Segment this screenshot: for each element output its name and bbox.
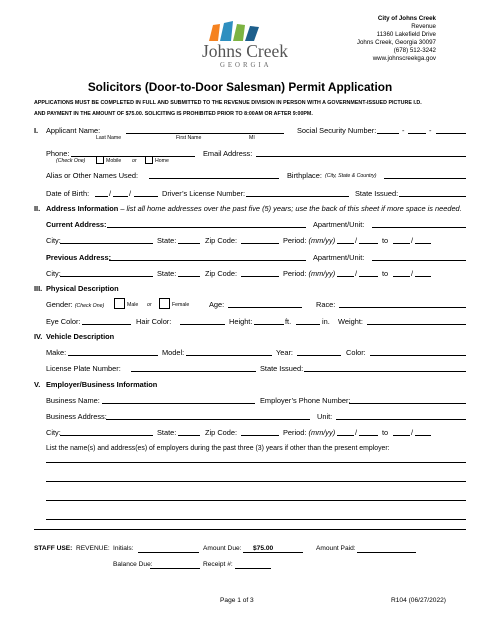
current-zip-label: Zip Code: [205,236,238,245]
weight-label: Weight: [338,317,363,326]
staff-amount-due-value: $75.00 [253,545,274,552]
previous-state-field[interactable] [178,276,200,277]
make-field[interactable] [68,355,158,356]
logo-sub: GEORGIA [220,62,272,69]
previous-apt-label: Apartment/Unit: [313,253,365,262]
dob-year-field[interactable] [134,196,158,197]
staff-amount-due-label: Amount Due: [203,545,242,552]
business-period-format: (mm/yy) [308,428,336,437]
form-title: Solicitors (Door-to-Door Salesman) Permit Application [87,80,393,94]
city-phone: (678) 512-3242 [393,47,436,55]
section-2-heading [46,204,462,213]
email-field[interactable] [256,156,466,157]
section-5-title: Employer/Business Information [46,380,158,389]
business-to-month-field[interactable] [393,435,410,436]
current-to-year-field[interactable] [415,243,431,244]
city-address-block [357,15,436,64]
business-unit-label: Unit: [317,412,333,421]
current-city-label: City: [46,236,61,245]
hair-color-label: Hair Color: [136,317,172,326]
gender-label [46,300,104,309]
city-citystatezip: Johns Creek, Georgia 30097 [356,39,436,47]
staff-balance-due-field[interactable] [150,568,200,569]
current-period-label [283,236,335,245]
race-label: Race: [316,300,336,309]
height-ft-unit: ft. [285,317,292,326]
business-name-label: Business Name: [46,396,100,405]
current-to-label: to [382,236,389,245]
male-checkbox[interactable] [114,298,125,309]
make-label: Make: [46,348,67,357]
business-zip-field[interactable] [241,435,279,436]
business-period-label [283,428,335,437]
ssn-dash-2: - [429,126,432,135]
gender-check-one: (Check One) [74,303,105,309]
employer-history-line-4[interactable] [46,519,466,520]
weight-field[interactable] [367,324,466,325]
business-city-label: City: [46,428,61,437]
model-field[interactable] [186,355,272,356]
year-label: Year: [276,348,293,357]
staff-receipt-field[interactable] [235,568,271,569]
license-state-label: State Issued: [355,189,399,198]
previous-to-label: to [382,269,389,278]
staff-amount-paid-label: Amount Paid: [316,545,356,552]
previous-address-label: Previous Address: [46,253,112,262]
previous-city-label: City: [46,269,61,278]
eye-color-label: Eye Color: [46,317,81,326]
applicant-name-label: Applicant Name: [46,126,101,135]
female-checkbox[interactable] [159,298,170,309]
employer-history-line-1[interactable] [46,462,466,463]
phone-or: or [132,158,137,164]
dob-label: Date of Birth: [46,189,90,198]
employer-list-instruction: List the name(s) and address(es) of employers during the past three (3) years if other than the present employer: [46,445,390,452]
staff-use-label: STAFF USE: [34,545,73,552]
city-division: Revenue [411,23,436,31]
dob-day-field[interactable] [113,196,128,197]
mi-hint: MI [249,135,255,141]
intro-line-2: AND PAYMENT IN THE AMOUNT OF $75.00. SOLICITING IS PROHIBITED PRIOR TO 8:00AM OR AFTER 9:00PM. [34,111,313,117]
current-from-month-field[interactable] [337,243,354,244]
previous-zip-field[interactable] [241,276,279,277]
email-label: Email Address: [203,149,253,158]
height-in-unit: in. [322,317,330,326]
current-from-slash: / [355,236,358,245]
male-label: Male [127,302,139,308]
business-name-field[interactable] [102,403,255,404]
business-to-year-field[interactable] [415,435,431,436]
ssn-dash-1: - [402,126,405,135]
current-to-slash: / [411,236,414,245]
business-to-label: to [382,428,389,437]
height-feet-field[interactable] [254,324,284,325]
current-period-text: Period: [283,236,307,245]
previous-from-year-field[interactable] [359,276,378,277]
business-from-year-field[interactable] [359,435,378,436]
city-website: www.johnscreekga.gov [372,55,436,63]
previous-period-text: Period: [283,269,307,278]
gender-text: Gender: [46,300,73,309]
current-to-month-field[interactable] [393,243,410,244]
business-state-label: State: [157,428,177,437]
phone-check-one: (Check One) [56,158,86,164]
city-street: 11360 Lakefield Drive [376,31,436,39]
business-city-field[interactable] [60,435,153,436]
business-zip-label: Zip Code: [205,428,238,437]
section-3-number: III. [34,284,43,293]
current-city-field[interactable] [60,243,153,244]
section-1-number: I. [34,126,39,135]
section-2-title: Address Information [46,204,119,213]
section-3-title: Physical Description [46,284,119,293]
phone-field[interactable] [71,156,195,157]
dob-slash-2: / [129,189,132,198]
mobile-label: Mobile [106,158,122,164]
vehicle-color-field[interactable] [370,355,466,356]
intro-line-1: APPLICATIONS MUST BE COMPLETED IN FULL AND SUBMITTED TO THE REVENUE DIVISION IN PERSON WITH A GOVERNMENT-ISSUED PICTURE I.D. [34,100,422,106]
home-label: Home [155,158,169,164]
business-address-label: Business Address: [46,412,107,421]
age-label: Age: [209,300,225,309]
previous-period-format: (mm/yy) [308,269,336,278]
ssn-field-1[interactable] [377,133,399,134]
employer-phone-field[interactable] [349,403,466,404]
vehicle-color-label: Color: [346,348,366,357]
current-address-field[interactable] [107,227,306,228]
page-number: Page 1 of 3 [220,597,254,604]
current-from-year-field[interactable] [359,243,378,244]
plate-state-field[interactable] [304,371,466,372]
height-label: Height: [229,317,253,326]
alias-field[interactable] [149,178,279,179]
birthplace-label: Birthplace: [287,171,322,180]
plate-field[interactable] [131,371,256,372]
phone-label: Phone: [46,149,70,158]
section-5-number: V. [34,380,41,389]
license-state-field[interactable] [399,196,466,197]
previous-from-month-field[interactable] [337,276,354,277]
staff-amount-due-field[interactable] [243,552,303,553]
previous-apt-field[interactable] [372,260,466,261]
business-state-field[interactable] [178,435,200,436]
employer-history-line-2[interactable] [46,481,466,482]
mobile-checkbox[interactable] [96,156,104,164]
form-code: R104 (06/27/2022) [391,597,446,604]
staff-revenue-label: REVENUE: [76,545,110,552]
race-field[interactable] [339,307,466,308]
current-apt-field[interactable] [372,227,466,228]
first-name-hint: First Name [176,135,202,141]
previous-state-label: State: [157,269,177,278]
hair-color-field[interactable] [180,324,225,325]
ssn-label: Social Security Number: [297,126,377,135]
last-name-hint: Last Name [96,135,122,141]
business-address-field[interactable] [106,419,310,420]
birthplace-field[interactable] [384,178,466,179]
section-4-title: Vehicle Description [46,332,115,341]
previous-address-field[interactable] [109,260,306,261]
ssn-field-3[interactable] [436,133,466,134]
logo-mark [207,21,263,41]
previous-from-slash: / [355,269,358,278]
previous-city-field[interactable] [60,276,153,277]
current-address-label: Current Address: [46,220,107,229]
current-period-format: (mm/yy) [308,236,336,245]
drivers-license-field[interactable] [246,196,349,197]
gender-or: or [147,302,152,308]
section-4-number: IV. [34,332,43,341]
business-unit-field[interactable] [336,419,466,420]
previous-period-label [283,269,335,278]
staff-amount-paid-field[interactable] [357,552,416,553]
section-2-number: II. [34,204,41,213]
staff-initials-label: Initials: [113,545,134,552]
staff-balance-due-label: Balance Due: [113,561,153,568]
previous-to-year-field[interactable] [415,276,431,277]
city-name: City of Johns Creek [377,15,436,22]
business-to-slash: / [411,428,414,437]
current-state-field[interactable] [178,243,200,244]
current-apt-label: Apartment/Unit: [313,220,365,229]
model-label: Model: [162,348,185,357]
eye-color-field[interactable] [82,324,131,325]
staff-initials-field[interactable] [138,552,199,553]
alias-label: Alias or Other Names Used: [46,171,139,180]
year-field[interactable] [297,355,341,356]
ssn-field-2[interactable] [408,133,426,134]
previous-to-slash: / [411,269,414,278]
employer-history-line-3[interactable] [46,500,466,501]
staff-use-divider [34,529,466,530]
dob-slash-1: / [109,189,112,198]
business-period-text: Period: [283,428,307,437]
home-checkbox[interactable] [145,156,153,164]
dob-month-field[interactable] [95,196,108,197]
previous-to-month-field[interactable] [393,276,410,277]
current-zip-field[interactable] [241,243,279,244]
staff-receipt-label: Receipt #: [203,561,233,568]
business-from-slash: / [355,428,358,437]
female-label: Female [172,302,190,308]
applicant-name-field[interactable] [126,133,284,134]
age-field[interactable] [228,307,302,308]
section-2-note: – list all home addresses over the past five (5) years; use the back of this sheet if more space is needed. [120,204,462,213]
current-state-label: State: [157,236,177,245]
previous-zip-label: Zip Code: [205,269,238,278]
drivers-license-label: Driver’s License Number: [162,189,246,198]
logo-name: Johns Creek [202,41,289,61]
plate-state-label: State Issued: [260,364,304,373]
plate-label: License Plate Number: [46,364,121,373]
birthplace-hint: (City, State & Country) [325,173,377,179]
height-inches-field[interactable] [296,324,320,325]
business-from-month-field[interactable] [337,435,354,436]
employer-phone-label: Employer’s Phone Number: [260,396,351,405]
